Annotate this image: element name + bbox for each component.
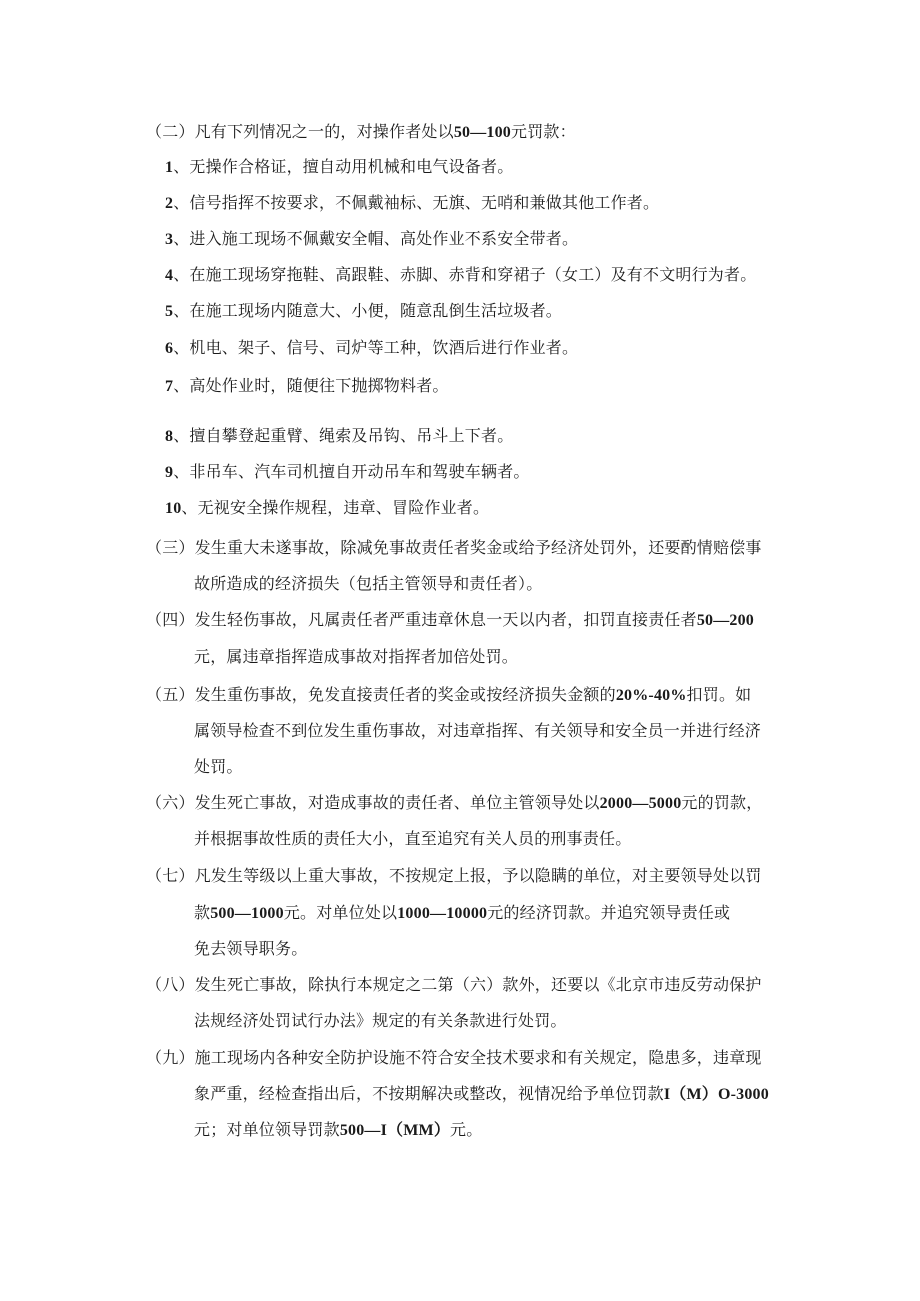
section-5-line-3: 处罚。 bbox=[194, 757, 243, 776]
list-item: 4、在施工现场穿拖鞋、高跟鞋、赤脚、赤背和穿裙子（女工）及有不文明行为者。 bbox=[165, 265, 757, 284]
section-8-line-1: （八）发生死亡事故，除执行本规定之二第（六）款外，还要以《北京市违反劳动保护 bbox=[146, 975, 762, 994]
list-item: 8、擅自攀登起重臂、绳索及吊钩、吊斗上下者。 bbox=[165, 426, 514, 445]
section-7-line-2: 款500—1000元。对单位处以1000—10000元的经济罚款。并追究领导责任或 bbox=[194, 903, 731, 922]
section-8-line-2: 法规经济处罚试行办法》规定的有关条款进行处罚。 bbox=[194, 1011, 567, 1030]
list-item: 6、机电、架子、信号、司炉等工种，饮酒后进行作业者。 bbox=[165, 338, 579, 357]
section-9-line-3: 元；对单位领导罚款500—I（MM）元。 bbox=[194, 1120, 483, 1139]
section-9-line-1: （九）施工现场内各种安全防护设施不符合安全技术要求和有关规定，隐患多，违章现 bbox=[146, 1048, 762, 1067]
list-item: 1、无操作合格证，擅自动用机械和电气设备者。 bbox=[165, 157, 514, 176]
section-3-line-1: （三）发生重大未遂事故，除减免事故责任者奖金或给予经济处罚外，还要酌情赔偿事 bbox=[146, 538, 762, 557]
section-2-heading: （二）凡有下列情况之一的，对操作者处以50—100元罚款： bbox=[146, 122, 576, 141]
section-6-line-2: 并根据事故性质的责任大小，直至追究有关人员的刑事责任。 bbox=[194, 829, 632, 848]
list-item: 9、非吊车、汽车司机擅自开动吊车和驾驶车辆者。 bbox=[165, 462, 530, 481]
section-6-line-1: （六）发生死亡事故，对造成事故的责任者、单位主管领导处以2000—5000元的罚款， bbox=[146, 793, 763, 812]
section-7-line-1: （七）凡发生等级以上重大事故，不按规定上报，予以隐瞒的单位，对主要领导处以罚 bbox=[146, 866, 762, 885]
section-7-line-3: 免去领导职务。 bbox=[194, 939, 308, 958]
list-item: 5、在施工现场内随意大、小便，随意乱倒生活垃圾者。 bbox=[165, 301, 563, 320]
section-9-line-2: 象严重，经检查指出后，不按期解决或整改，视情况给予单位罚款I（M）O-3000 bbox=[194, 1084, 769, 1103]
list-item: 7、高处作业时，随便往下抛掷物料者。 bbox=[165, 376, 449, 395]
list-item: 2、信号指挥不按要求，不佩戴袖标、无旗、无哨和兼做其他工作者。 bbox=[165, 193, 660, 212]
list-item: 10、无视安全操作规程，违章、冒险作业者。 bbox=[165, 498, 490, 517]
section-4-line-2: 元，属违章指挥造成事故对指挥者加倍处罚。 bbox=[194, 647, 519, 666]
list-item: 3、进入施工现场不佩戴安全帽、高处作业不系安全带者。 bbox=[165, 229, 579, 248]
section-4-line-1: （四）发生轻伤事故，凡属责任者严重违章休息一天以内者，扣罚直接责任者50—200 bbox=[146, 610, 755, 629]
section-3-line-2: 故所造成的经济损失（包括主管领导和责任者）。 bbox=[194, 574, 543, 593]
section-5-line-2: 属领导检查不到位发生重伤事故，对违章指挥、有关领导和安全员一并进行经济 bbox=[194, 721, 762, 740]
section-5-line-1: （五）发生重伤事故，免发直接责任者的奖金或按经济损失金额的20%-40%扣罚。如 bbox=[146, 685, 752, 704]
